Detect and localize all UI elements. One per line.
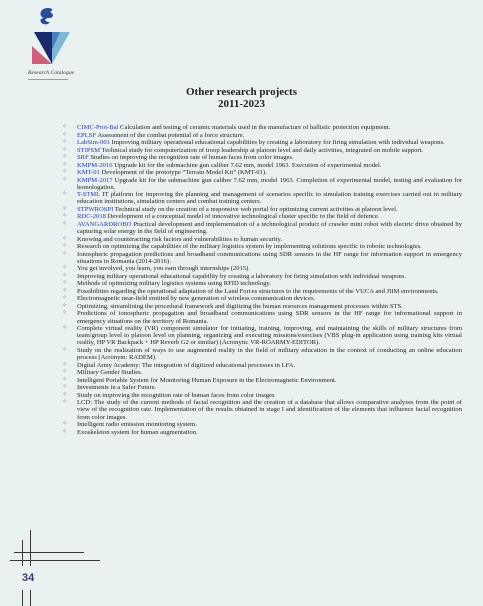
project-item: [62, 177, 462, 191]
project-item: [62, 213, 462, 220]
diamond-bullet-icon: ✧: [62, 146, 68, 153]
project-item: [62, 392, 462, 399]
project-item: [62, 369, 462, 376]
project-description: Calculation and testing of ceramic materials used in the manufacture of ballistic protection equipment.: [118, 124, 391, 131]
project-description: Electromagnetic near-field emitted by new generation of wireless communication devices.: [77, 295, 316, 303]
page-title: Other research projects: [186, 86, 297, 98]
diamond-bullet-icon: ✧: [62, 391, 68, 398]
project-item: [62, 273, 462, 280]
project-description: Practical development and implementation of a technological product of crawler mini robot with electric drive obtained by capturing solar energy in the field of engineering.: [77, 220, 462, 236]
project-item: [62, 325, 462, 347]
project-list: [62, 124, 462, 436]
research-catalogue-logo: [28, 6, 75, 78]
project-description: Methods of optimizing military logistics systems using RFID technology.: [77, 280, 271, 288]
project-description: Study on the realization of ways to use augmented reality in the field of military education in the context of conducting an online education process (Acronym: RADEM).: [77, 346, 462, 362]
corner-line: [14, 552, 84, 553]
project-item: [62, 362, 462, 369]
project-description: Studies on improving the recognition rate of human faces from color images.: [88, 154, 294, 161]
project-item: [62, 191, 462, 205]
diamond-bullet-icon: ✧: [62, 272, 68, 279]
project-description: Predictions of ionospheric propagation and broadband communications using SDR sensors in the HF range for informational support in emergency situations on the territory of Romania.: [77, 310, 462, 325]
project-item: [62, 139, 462, 146]
project-description: Exoskeleton system for human augmentation.: [77, 428, 198, 436]
project-code: STIPSM: [77, 146, 101, 154]
project-item: [62, 295, 462, 302]
diamond-bullet-icon: ✧: [62, 205, 68, 212]
diamond-bullet-icon: ✧: [62, 131, 68, 138]
project-item: [62, 377, 462, 384]
project-item: [62, 132, 462, 139]
page-number: 34: [22, 572, 35, 584]
diamond-bullet-icon: ✧: [62, 421, 68, 428]
project-code: SRF: [77, 154, 89, 161]
project-description: Research on optimizing the capabilities of the military logistics system by implementing solutions specific to robotic technologies.: [77, 243, 422, 251]
project-item: [62, 124, 462, 131]
diamond-bullet-icon: ✧: [62, 154, 68, 160]
project-description: Complete virtual reality (VR) component simulator for initiating, training, improving, and maintaining the skills of military structures from team/group level to platoon level on planning, organizing and executing missions/exercises (VBS plug-in application using training kits virtual reality, HP VR Backpack + HP Reverb G2 or similar) (Acronym: VR-ROARMY-EDITOR).: [77, 325, 462, 347]
header-divider: [28, 79, 68, 80]
diamond-bullet-icon: ✧: [62, 124, 68, 130]
diamond-bullet-icon: ✧: [62, 220, 68, 227]
project-description: Intelligent radio emission monitoring system.: [77, 421, 197, 429]
project-code: CIMC-Prot-Bal: [77, 124, 119, 131]
project-code: KMPM-2017: [77, 176, 113, 184]
project-item: [62, 206, 462, 213]
project-item: [62, 221, 462, 235]
project-description: Technical study on the creation of a responsive web portal for optimizing current activities at platoon level.: [113, 205, 398, 213]
diamond-bullet-icon: ✧: [62, 235, 68, 242]
project-item: [62, 310, 462, 324]
diamond-bullet-icon: ✧: [62, 176, 68, 183]
project-code: KMT-01: [77, 169, 100, 176]
project-description: Assessment of the combat potential of a force structure.: [96, 131, 245, 139]
project-item: [62, 162, 462, 169]
project-description: Improving military operational educational capabilities by creating a laboratory for firing simulation with individual weapons.: [109, 139, 445, 146]
diamond-bullet-icon: ✧: [62, 376, 68, 383]
project-item: [62, 288, 462, 295]
project-description: Possibilities regarding the operational adaptation of the Land Forces structures to the requirements of the VUCA and JIIM environments.: [77, 287, 439, 295]
diamond-bullet-icon: ✧: [62, 169, 68, 175]
diamond-bullet-icon: ✧: [62, 139, 68, 145]
project-description: Investments in a Safer Future.: [77, 384, 157, 392]
project-item: [62, 384, 462, 391]
project-description: Development of the prototype “Terrain Model Kit” (KMT-01).: [99, 169, 267, 176]
diamond-bullet-icon: ✧: [62, 302, 68, 309]
diamond-bullet-icon: ✧: [62, 243, 68, 250]
project-item: [62, 147, 462, 154]
diamond-bullet-icon: ✧: [62, 369, 68, 376]
project-description: Upgrade kit for the submachine gun caliber 7.62 mm, model 1963. Execution of experimental model.: [112, 161, 382, 169]
project-description: Upgrade kit for the submachine gun caliber 7.62 mm, model 1963. Completion of experimental model, testing and evaluation for homologation.: [77, 176, 462, 191]
project-description: You get involved, you learn, you earn through internships (2015).: [77, 265, 250, 273]
project-code: RDC-2018: [77, 213, 106, 221]
project-code: AVANGARDROBO: [77, 220, 132, 228]
project-code: LabSim-001: [77, 139, 110, 146]
diamond-bullet-icon: ✧: [62, 191, 68, 198]
project-item: [62, 347, 462, 361]
project-description: Military Gender Studies.: [77, 369, 143, 377]
project-description: Digital Army Academy: The integration of digitized educational processes in LFA.: [77, 361, 296, 369]
project-description: Technical study for computerization of troop leadership at platoon level and daily activities, integrated on mobile support.: [100, 146, 424, 154]
project-description: Intelligent Portable System for Monitoring Human Exposure in the Electromagnetic Environment.: [77, 376, 337, 384]
project-item: [62, 243, 462, 250]
project-item: [62, 303, 462, 310]
diamond-bullet-icon: ✧: [62, 280, 68, 287]
project-item: [62, 251, 462, 265]
diamond-bullet-icon: ✧: [62, 213, 68, 220]
project-description: Optimizing, streamlining the procedural framework and digitizing the human resources management processes within STS.: [77, 302, 403, 310]
project-item: [62, 169, 462, 176]
project-description: Knowing and counteracting risk factors and vulnerabilities to human security.: [77, 235, 283, 243]
project-description: Ionospheric propagation predictions and broadband communications using SDR sensors in the HF range for information support in emergency situations in Romania (2014-2016).: [77, 250, 462, 265]
project-code: STPWROSPI: [77, 205, 114, 213]
project-item: [62, 280, 462, 287]
diamond-bullet-icon: ✧: [62, 384, 68, 391]
corner-line: [10, 560, 100, 561]
diamond-bullet-icon: ✧: [62, 361, 68, 368]
project-description: Development of a conceptual model of innovative technological cluster specific to the field of defence.: [105, 213, 380, 221]
diamond-bullet-icon: ✧: [62, 161, 68, 168]
project-description: Study on improving the recognition rate of human faces from color images: [77, 391, 275, 399]
diamond-bullet-icon: ✧: [62, 287, 68, 294]
project-item: [62, 421, 462, 428]
diamond-bullet-icon: ✧: [62, 310, 68, 317]
project-item: [62, 265, 462, 272]
diamond-bullet-icon: ✧: [62, 250, 68, 257]
project-item: [62, 429, 462, 436]
project-code: EPLSF: [77, 131, 97, 139]
diamond-bullet-icon: ✧: [62, 265, 68, 272]
project-description: IT platform for improving the planning and management of scenarios specific to simulation training exercises carried out in military education institutions, simulation centers and combat training centers.: [77, 191, 462, 206]
project-description: LCD: The study of the current methods of facial recognition and the creation of a database that allows comparative analyzes from the point of view of the recognition rate. Implementation of the results obtained in stage I and identification of the elements that influence facial recognition from color images.: [77, 399, 462, 421]
project-description: Improving military operational educational capability by creating a laboratory for firing simulation with individual weapons.: [77, 272, 407, 280]
diamond-bullet-icon: ✧: [62, 295, 68, 302]
project-code: T-STML: [77, 191, 100, 199]
project-code: KMPM-2016: [77, 161, 113, 169]
diamond-bullet-icon: ✧: [62, 346, 68, 353]
project-item: [62, 399, 462, 421]
diamond-bullet-icon: ✧: [62, 399, 68, 406]
project-item: [62, 154, 462, 161]
project-item: [62, 236, 462, 243]
catalogue-label: Research Catalogue: [28, 70, 75, 76]
diamond-bullet-icon: ✧: [62, 325, 68, 332]
diamond-bullet-icon: ✧: [62, 428, 68, 435]
page-subtitle-years: 2011-2023: [217, 98, 266, 110]
